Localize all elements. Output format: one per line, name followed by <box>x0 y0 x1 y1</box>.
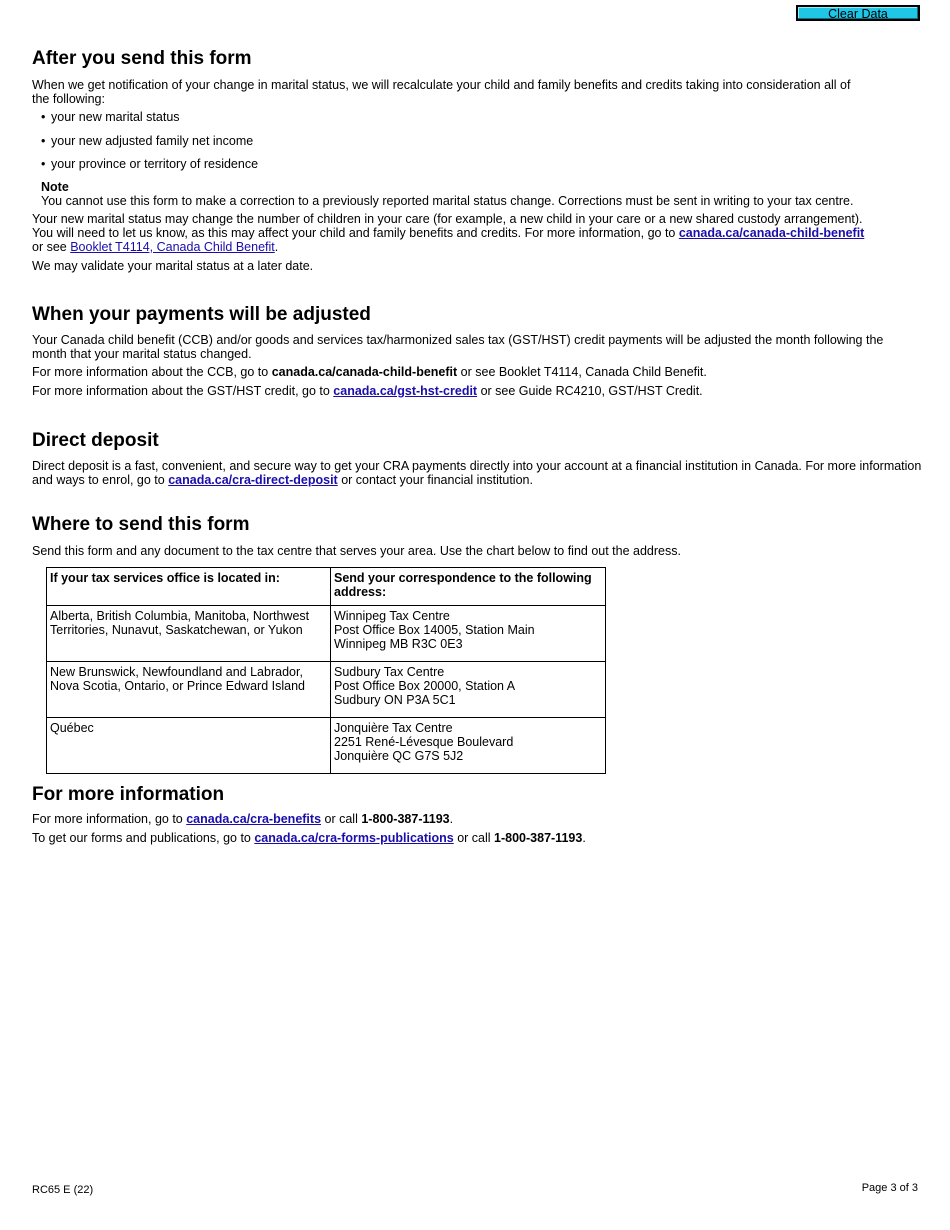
section-title-where: Where to send this form <box>32 514 250 535</box>
bullet-icon: • <box>41 157 46 171</box>
list-item: • your province or territory of residence <box>41 157 259 171</box>
address-cell: Winnipeg Tax Centre Post Office Box 14005, Station Main Winnipeg MB R3C 0E3 <box>331 606 606 662</box>
location-cell: Alberta, British Columbia, Manitoba, Northwest Territories, Nunavut, Saskatchewan, or Yukon <box>47 606 331 662</box>
ccb-link[interactable]: canada.ca/canada-child-benefit <box>678 226 865 240</box>
location-cell: Québec <box>47 718 331 774</box>
section-title-more: For more information <box>32 784 225 805</box>
deposit-paragraph: Direct deposit is a fast, convenient, and secure way to get your CRA payments directly into your account at a financial institution in Canada. For more information and ways to enrol, go to canada.ca/cra-direct-deposit or contact your financial institution. <box>32 459 922 487</box>
table-row <box>47 718 606 774</box>
payments-paragraph: Your Canada child benefit (CCB) and/or goods and services tax/harmonized sales tax (GST/HST) credit payments will be adjusted the month following the month that your marital status changed. <box>32 333 884 361</box>
bullet-icon: • <box>41 134 46 148</box>
validate-paragraph: We may validate your marital status at a later date. <box>32 259 314 273</box>
section-title-payments: When your payments will be adjusted <box>32 304 371 325</box>
marital-change-paragraph: Your new marital status may change the number of children in your care (for example, a new child in your care or a new shared custody arrangement). You will need to let us know, as this may affect your child and family benefits and credits. For more information, go to canada.ca/canada-child-benefit or see Booklet T4114, Canada Child Benefit. <box>32 212 865 254</box>
table-header-row <box>47 568 606 606</box>
ccb-info: For more information about the CCB, go to canada.ca/canada-child-benefit or see Booklet T4114, Canada Child Benefit. <box>32 365 707 379</box>
note-text: You cannot use this form to make a correction to a previously reported marital status change. Corrections must be sent in writing to your tax centre. <box>41 194 854 208</box>
bullet-icon: • <box>41 110 46 124</box>
list-item: • your new adjusted family net income <box>41 134 254 148</box>
list-item: • your new marital status <box>41 110 180 124</box>
gst-hst-credit-link[interactable]: canada.ca/gst-hst-credit <box>333 384 478 398</box>
section-title-after: After you send this form <box>32 48 252 69</box>
tax-centre-table <box>46 567 606 774</box>
direct-deposit-link[interactable]: canada.ca/cra-direct-deposit <box>168 473 338 487</box>
address-cell: Jonquière Tax Centre 2251 René-Lévesque Boulevard Jonquière QC G7S 5J2 <box>331 718 606 774</box>
page-number: Page 3 of 3 <box>861 1182 918 1194</box>
more-info-line-1: For more information, go to canada.ca/cra-benefits or call 1-800-387-1193. <box>32 812 454 826</box>
form-identifier: RC65 E (22) <box>32 1184 94 1196</box>
gst-info: For more information about the GST/HST credit, go to canada.ca/gst-hst-credit or see Guide RC4210, GST/HST Credit. <box>32 384 703 398</box>
note-label: Note <box>41 180 69 194</box>
table-header-address: Send your correspondence to the following address: <box>331 568 606 606</box>
location-cell: New Brunswick, Newfoundland and Labrador, Nova Scotia, Ontario, or Prince Edward Island <box>47 662 331 718</box>
where-intro: Send this form and any document to the tax centre that serves your area. Use the chart below to find out the address. <box>32 544 681 558</box>
table-row <box>47 606 606 662</box>
more-info-line-2: To get our forms and publications, go to canada.ca/cra-forms-publications or call 1-800-387-1193. <box>32 831 586 845</box>
table-row <box>47 662 606 718</box>
address-cell: Sudbury Tax Centre Post Office Box 20000, Station A Sudbury ON P3A 5C1 <box>331 662 606 718</box>
section-title-deposit: Direct deposit <box>32 430 159 451</box>
clear-data-button[interactable]: Clear Data <box>796 5 920 21</box>
cra-forms-link[interactable]: canada.ca/cra-forms-publications <box>254 831 454 845</box>
after-intro: When we get notification of your change in marital status, we will recalculate your child and family benefits and credits taking into consideration all of the following: <box>32 78 851 106</box>
table-header-location: If your tax services office is located in: <box>47 568 331 606</box>
cra-benefits-link[interactable]: canada.ca/cra-benefits <box>186 812 322 826</box>
booklet-t4114-link[interactable]: Booklet T4114, Canada Child Benefit <box>70 240 275 254</box>
